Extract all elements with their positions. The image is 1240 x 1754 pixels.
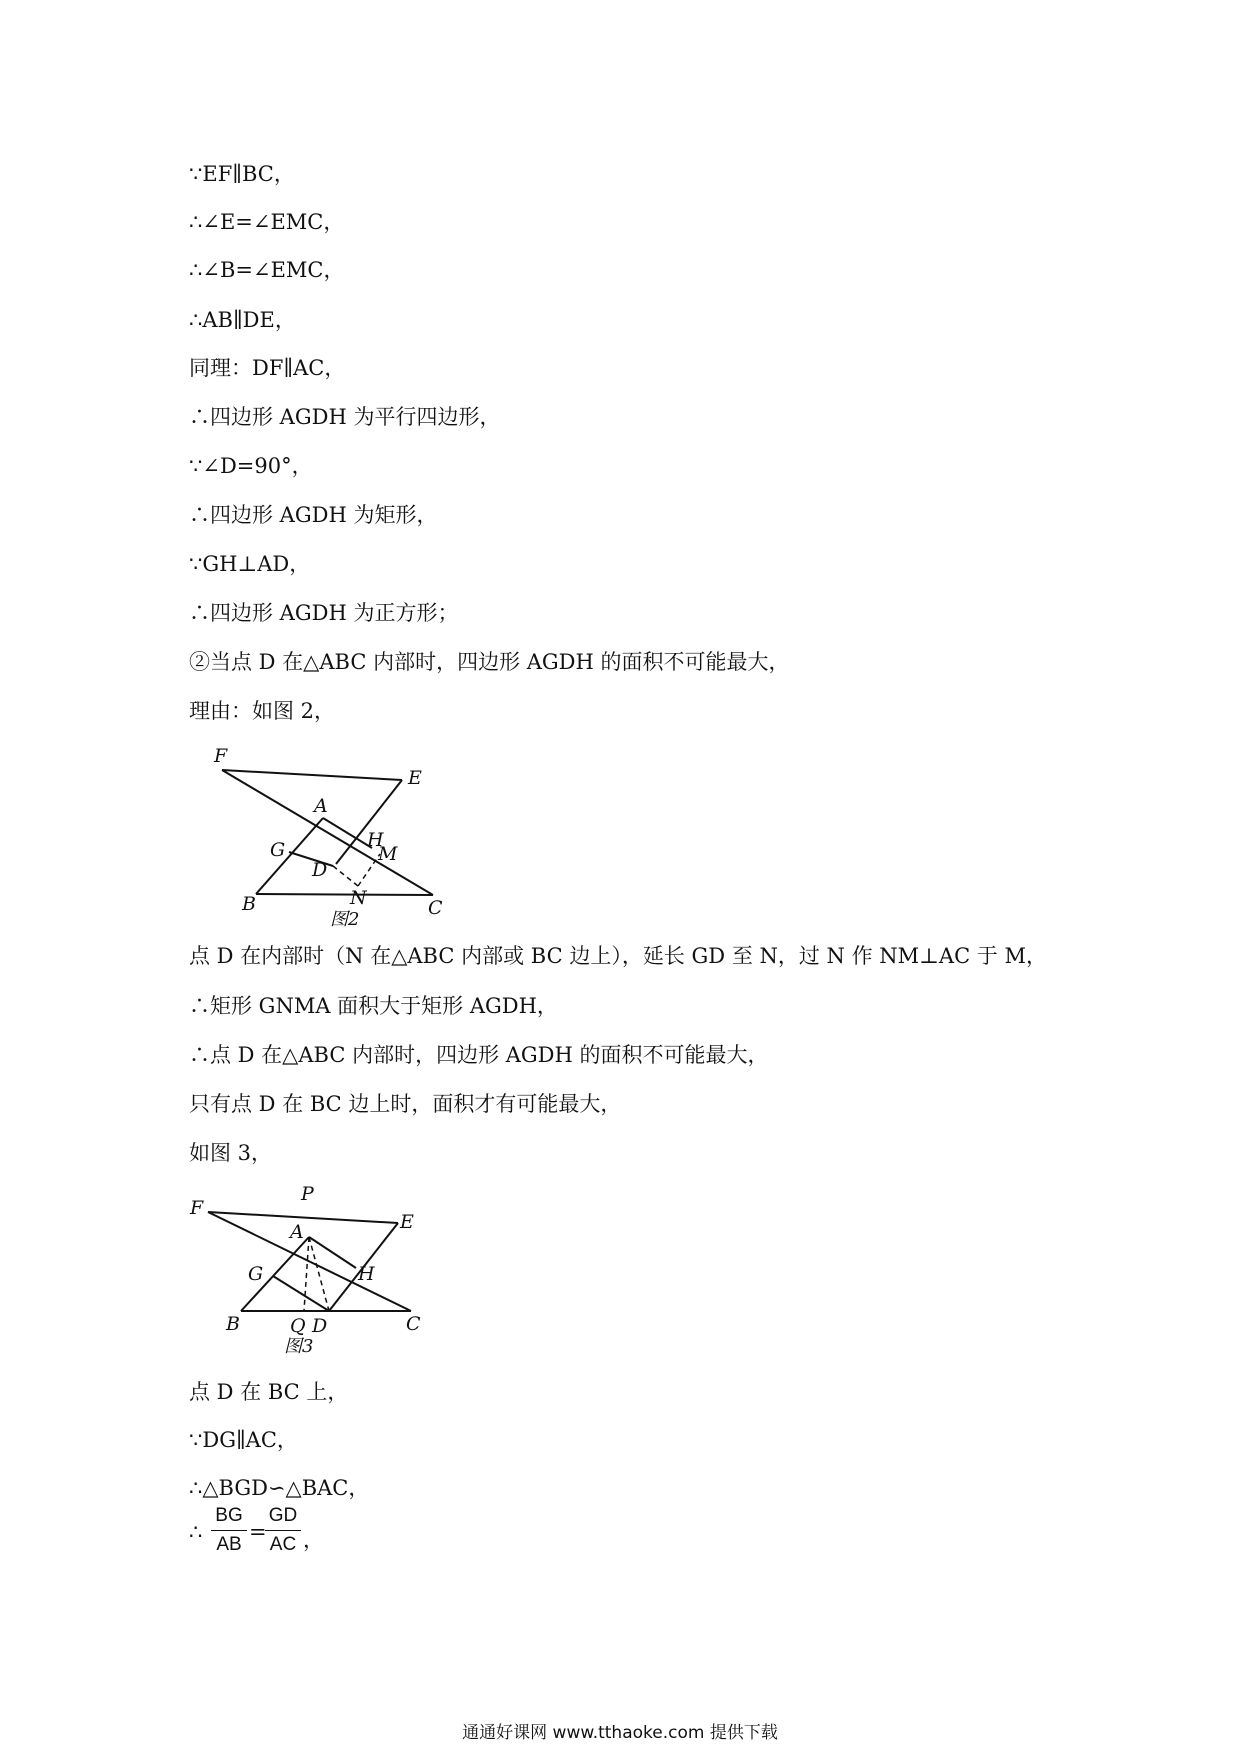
dashed-NM: [358, 854, 380, 886]
proof-line-15: ∴点 D 在△ABC 内部时，四边形 AGDH 的面积不可能最大，: [189, 1043, 769, 1067]
proof-line-10: ∴四边形 AGDH 为正方形；: [189, 601, 459, 625]
label-N: N: [350, 887, 367, 909]
figure-3: [186, 1180, 446, 1360]
proof-line-3: ∴∠B=∠EMC，: [189, 258, 345, 282]
proof-line-18: 点 D 在 BC 上，: [189, 1380, 349, 1404]
figure-3-caption: 图3: [284, 1336, 314, 1356]
proof-line-12: 理由：如图 2，: [189, 699, 336, 723]
label-D: D: [312, 859, 328, 881]
label-A: A: [290, 1221, 304, 1243]
proof-line-7: ∵∠D=90°，: [189, 454, 313, 478]
fraction-BG-AB: [211, 1504, 247, 1557]
label-G: G: [270, 839, 286, 861]
denominator-AB: AB: [216, 1534, 242, 1555]
therefore-symbol: ∴: [189, 1520, 203, 1544]
proof-line-16: 只有点 D 在 BC 边上时，面积才有可能最大，: [189, 1092, 622, 1116]
dashed-DN: [333, 866, 358, 886]
figure-2: [210, 738, 470, 932]
fraction-GD-AC: [265, 1504, 301, 1557]
page-footer: 通通好课网 www.tthaoke.com 提供下载: [462, 1723, 778, 1743]
proof-line-19: ∵DG∥AC，: [189, 1428, 298, 1452]
line-FC: [208, 1212, 411, 1311]
line-FC: [222, 770, 433, 895]
fraction-bar: [211, 1530, 247, 1531]
numerator-GD: GD: [268, 1505, 298, 1526]
label-E: E: [408, 767, 422, 789]
proof-line-4: ∴AB∥DE，: [189, 308, 296, 332]
proof-line-9: ∵GH⊥AD，: [189, 552, 311, 576]
line-BC: [256, 894, 433, 895]
line-BA: [256, 818, 323, 894]
label-H: H: [358, 1263, 375, 1285]
proof-line-2: ∴∠E=∠EMC，: [189, 210, 345, 234]
dashed-AQ: [304, 1237, 309, 1311]
label-Q: Q: [290, 1315, 306, 1337]
label-G: G: [248, 1263, 264, 1285]
denominator-AC: AC: [269, 1534, 297, 1555]
proof-line-8: ∴四边形 AGDH 为矩形，: [189, 503, 438, 527]
label-F: F: [214, 745, 228, 767]
label-B: B: [226, 1313, 240, 1335]
fraction-bar: [265, 1530, 301, 1531]
label-M: M: [378, 843, 398, 865]
equals-sign: =: [249, 1520, 267, 1544]
proof-line-6: ∴四边形 AGDH 为平行四边形，: [189, 405, 501, 429]
label-F: F: [190, 1197, 204, 1219]
label-C: C: [406, 1313, 421, 1335]
numerator-BG: BG: [215, 1505, 243, 1526]
line-FE: [222, 770, 402, 780]
label-H: H: [367, 829, 384, 851]
proof-line-20: ∴△BGD∽△BAC，: [189, 1476, 370, 1500]
label-P: P: [301, 1183, 314, 1205]
label-E: E: [400, 1211, 414, 1233]
proof-line-1: ∵EF∥BC，: [189, 162, 295, 186]
proof-line-17: 如图 3，: [189, 1141, 273, 1165]
proof-line-5: 同理：DF∥AC，: [189, 356, 346, 380]
figure-2-caption: 图2: [330, 909, 360, 928]
trailing-comma: ，: [303, 1528, 324, 1552]
label-D: D: [312, 1315, 328, 1337]
proof-line-11: ②当点 D 在△ABC 内部时，四边形 AGDH 的面积不可能最大，: [189, 650, 790, 674]
label-A: A: [314, 795, 328, 817]
proof-line-14: ∴矩形 GNMA 面积大于矩形 AGDH，: [189, 994, 558, 1018]
label-B: B: [242, 893, 256, 915]
label-C: C: [428, 897, 443, 919]
proof-line-13: 点 D 在内部时（N 在△ABC 内部或 BC 边上），延长 GD 至 N，过 N 作 NM⊥AC 于 M，: [189, 944, 1047, 968]
